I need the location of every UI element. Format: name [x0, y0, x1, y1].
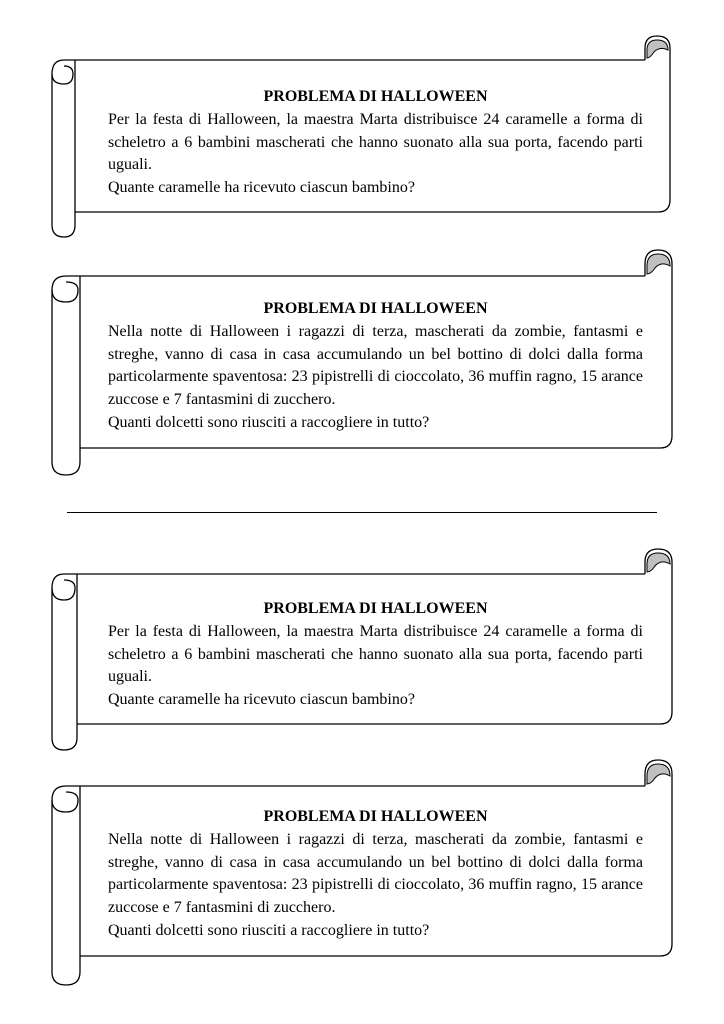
scroll-title: PROBLEMA DI HALLOWEEN: [263, 600, 488, 617]
scroll-question: Quante caramelle ha ricevuto ciascun bambino?: [108, 691, 415, 709]
scroll-text: [108, 598, 643, 712]
cut-line: [67, 512, 657, 513]
scroll-3: [0, 546, 724, 756]
scroll-problem-text: Nella notte di Halloween i ragazzi di terza, mascherati da zombie, fantasmi e streghe, vanno di casa in casa accumulando un bel bottino di dolci dalla forma particolarmente spaventosa: 23 pipistrelli di cioccolato, 36 muffin ragno, 15 arance zuccose e 7 fantasmini di zucchero.: [108, 830, 643, 917]
scroll-4: [0, 754, 724, 990]
scroll-question: Quanti dolcetti sono riusciti a raccogliere in tutto?: [108, 921, 430, 939]
scroll-problem-text: Per la festa di Halloween, la maestra Marta distribuisce 24 caramelle a forma di scheletro a 6 bambini mascherati che hanno suonato alla sua porta, facendo parti uguali.: [108, 110, 643, 174]
scroll-1: [0, 32, 724, 242]
scroll-question: Quanti dolcetti sono riusciti a raccogliere in tutto?: [108, 413, 430, 431]
scroll-title: PROBLEMA DI HALLOWEEN: [263, 300, 488, 317]
scroll-title: PROBLEMA DI HALLOWEEN: [263, 808, 488, 825]
scroll-2: [0, 244, 724, 480]
scroll-text: [108, 806, 643, 943]
scroll-title: PROBLEMA DI HALLOWEEN: [263, 88, 488, 105]
scroll-problem-text: Nella notte di Halloween i ragazzi di terza, mascherati da zombie, fantasmi e streghe, vanno di casa in casa accumulando un bel bottino di dolci dalla forma particolarmente spaventosa: 23 pipistrelli di cioccolato, 36 muffin ragno, 15 arance zuccose e 7 fantasmini di zucchero.: [108, 322, 643, 409]
scroll-problem-text: Per la festa di Halloween, la maestra Marta distribuisce 24 caramelle a forma di scheletro a 6 bambini mascherati che hanno suonato alla sua porta, facendo parti uguali.: [108, 622, 643, 686]
scroll-text: [108, 298, 643, 435]
scroll-text: [108, 86, 643, 200]
scroll-question: Quante caramelle ha ricevuto ciascun bambino?: [108, 179, 415, 197]
